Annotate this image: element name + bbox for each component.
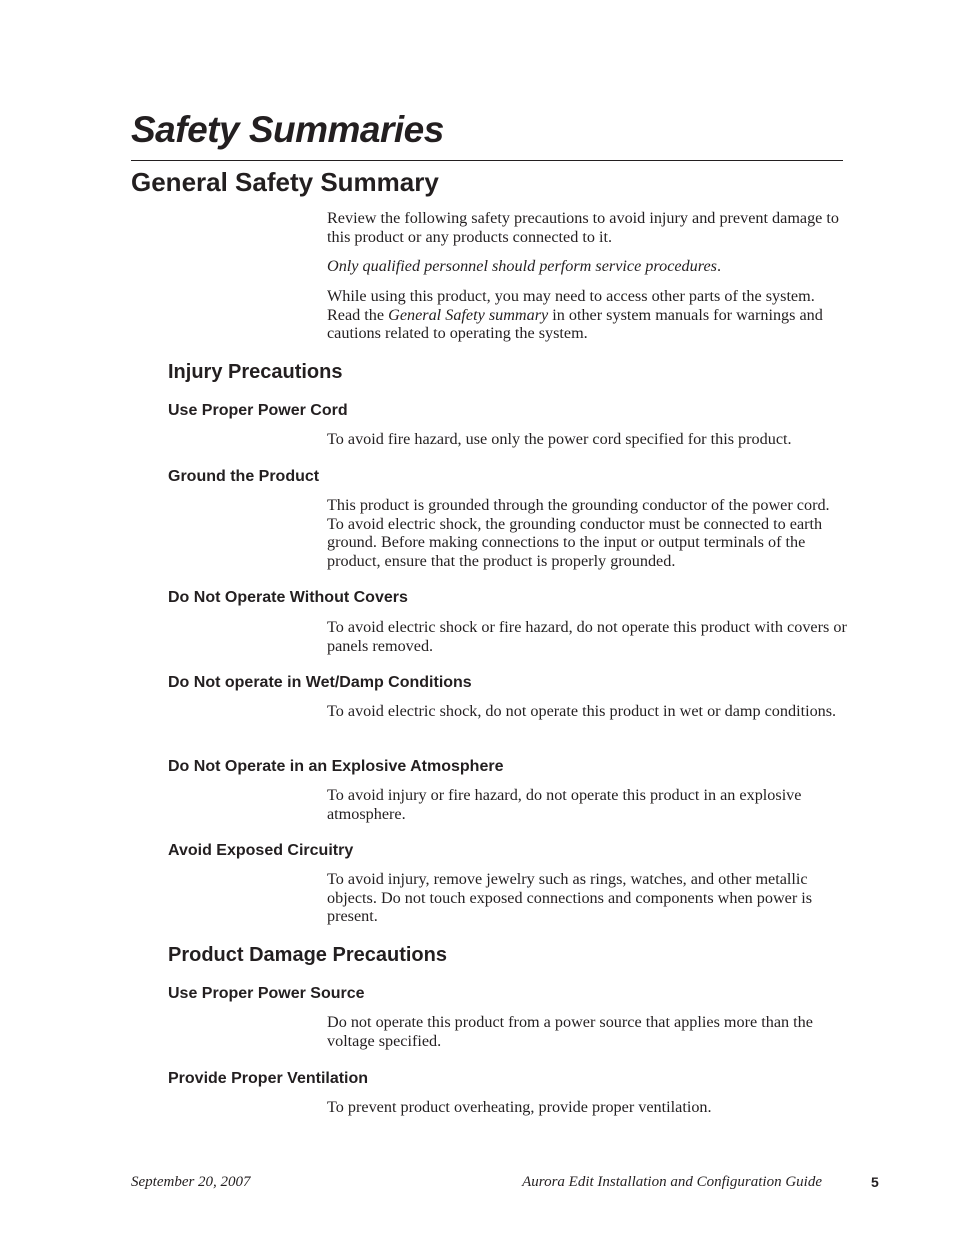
intro-paragraph-3-after: in other system manuals for warnings and cautions related to operating the system.	[327, 305, 823, 343]
footer-guide-title: Aurora Edit Installation and Configuration Guide	[522, 1174, 822, 1190]
injury-item-heading: Ground the Product	[168, 468, 320, 485]
intro-paragraph-2-end: .	[716, 257, 721, 275]
injury-item-heading: Use Proper Power Cord	[168, 402, 348, 419]
damage-precautions-heading: Product Damage Precautions	[168, 944, 447, 966]
intro-paragraph-3	[327, 287, 847, 343]
injury-item-text: To avoid fire hazard, use only the power cord specified for this product.	[327, 430, 792, 448]
intro-paragraph-1: Review the following safety precautions to avoid injury and prevent damage to this product or any products connected to it.	[327, 209, 840, 246]
damage-item-heading: Provide Proper Ventilation	[168, 1070, 369, 1087]
injury-item-text: To avoid injury, remove jewelry such as rings, watches, and other metallic objects. Do not touch exposed connections and components when power is present.	[327, 870, 813, 926]
section-heading: General Safety Summary	[131, 167, 439, 197]
title-rule	[131, 160, 843, 161]
damage-item-text: Do not operate this product from a power source that applies more than the voltage specified.	[327, 1013, 813, 1050]
damage-item-heading: Use Proper Power Source	[168, 985, 365, 1002]
injury-item-text: To avoid electric shock or fire hazard, do not operate this product with covers or panels removed.	[327, 618, 847, 655]
injury-item-heading: Do Not Operate in an Explosive Atmosphere	[168, 758, 504, 775]
intro-paragraph-3-italic: General Safety summary	[388, 305, 549, 324]
injury-item-heading: Do Not operate in Wet/Damp Conditions	[168, 674, 472, 691]
intro-paragraph-2	[327, 257, 847, 276]
footer-date: September 20, 2007	[131, 1174, 251, 1190]
injury-item-text: To avoid electric shock, do not operate this product in wet or damp conditions.	[327, 702, 837, 720]
injury-item-text: This product is grounded through the grounding conductor of the power cord. To avoid electric shock, the grounding conductor must be connected to earth ground. Before making connections to the input or output terminals of the product, ensure that the product is properly grounded.	[327, 496, 830, 570]
injury-precautions-heading: Injury Precautions	[168, 361, 343, 383]
intro-paragraph-3-before: While using this product, you may need to access other parts of the system. Read the	[327, 287, 815, 324]
page-title: Safety Summaries	[131, 109, 444, 150]
footer-page-number: 5	[871, 1174, 879, 1190]
intro-paragraph-2-italic: Only qualified personnel should perform service procedures	[327, 257, 717, 275]
injury-item-heading: Avoid Exposed Circuitry	[168, 842, 354, 859]
injury-item-heading: Do Not Operate Without Covers	[168, 589, 408, 606]
damage-item-text: To prevent product overheating, provide proper ventilation.	[327, 1098, 712, 1116]
injury-item-text: To avoid injury or fire hazard, do not operate this product in an explosive atmosphere.	[327, 786, 802, 823]
